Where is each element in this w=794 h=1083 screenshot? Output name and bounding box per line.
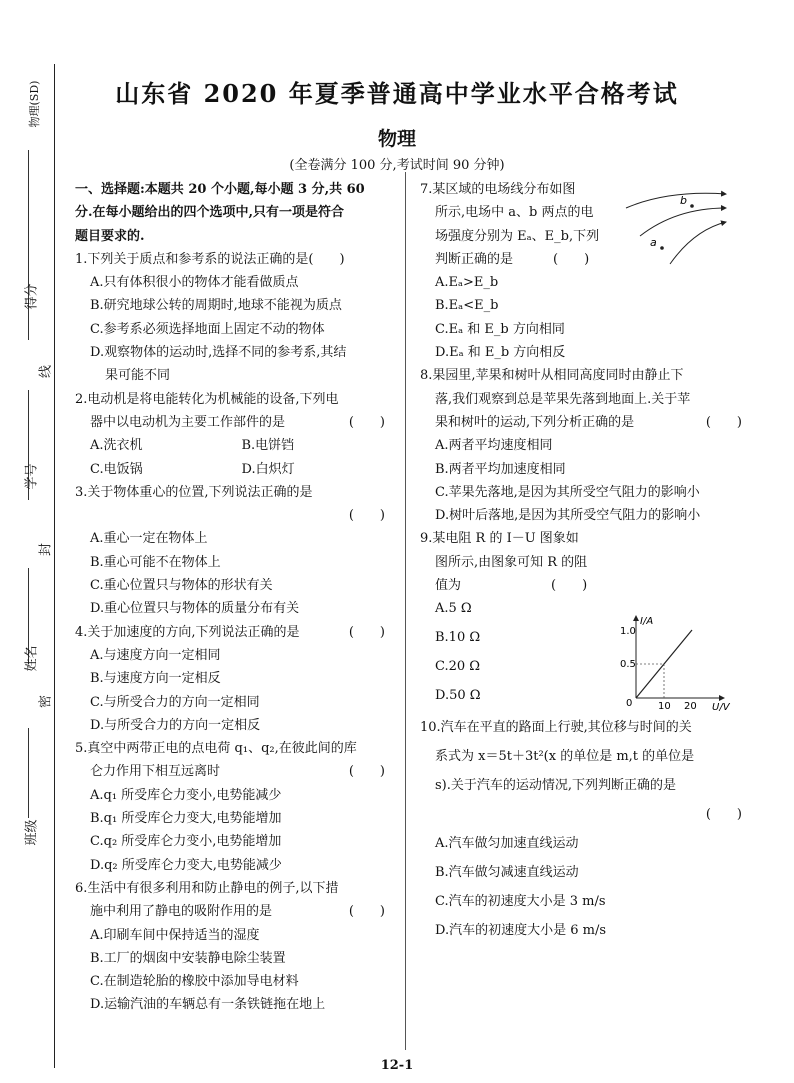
class-label: 班级 (24, 819, 40, 846)
question-text: 器中以电动机为主要工作部件的是 (90, 414, 286, 430)
option: D.与所受合力的方向一定相反 (90, 717, 261, 733)
option: A.重心一定在物体上 (90, 531, 208, 547)
question-text: 4.关于加速度的方向,下列说法正确的是 (75, 624, 300, 640)
option: D.观察物体的运动时,选择不同的参考系,其结 (90, 345, 347, 361)
column-divider (405, 172, 406, 1050)
question-4 (75, 621, 393, 644)
option: C.电饭锅 (90, 461, 143, 477)
name-label: 姓名 (24, 645, 40, 672)
option: D.白炽灯 (241, 461, 295, 477)
option: B.两者平均加速度相同 (435, 461, 566, 477)
answer-paren: ( ) (348, 764, 385, 780)
option: D.重心位置只与物体的质量分布有关 (90, 601, 300, 617)
option: B.10 Ω (435, 630, 481, 646)
student-id-label: 学号 (24, 463, 40, 490)
option: D.汽车的初速度大小是 6 m/s (435, 923, 607, 939)
answer-paren: ( ) (348, 414, 385, 430)
question-10: 10.汽车在平直的路面上行驶,其位移与时间的关 (420, 720, 692, 736)
question-9: 9.某电阻 R 的 I－U 图象如 (420, 531, 579, 547)
option: C.Eₐ 和 E_b 方向相同 (435, 321, 565, 337)
option: B.Eₐ<E_b (435, 298, 499, 314)
question-6: 6.生活中有很多利用和防止静电的例子,以下措 (75, 880, 339, 896)
question-text: 施中利用了静电的吸附作用的是 (90, 904, 273, 920)
question-text: 果和树叶的运动,下列分析正确的是 (435, 414, 635, 430)
binding-line (54, 64, 55, 1068)
y-tick: 1.0 (620, 626, 636, 637)
question-9-cont: 图所示,由图象可知 R 的阻 (435, 554, 588, 570)
question-9-cont (420, 574, 750, 597)
option: A.汽车做匀加速直线运动 (435, 836, 579, 852)
option: B.q₁ 所受库仑力变大,电势能增加 (90, 811, 282, 827)
answer-paren: ( ) (348, 624, 385, 640)
option: A.与速度方向一定相同 (90, 647, 221, 663)
option: C.与所受合力的方向一定相同 (90, 694, 260, 710)
point-a (660, 246, 664, 250)
answer-row (75, 504, 393, 527)
option: C.q₂ 所受库仑力变小,电势能增加 (90, 834, 282, 850)
x-axis-label: U/V (712, 702, 730, 712)
option: B.电饼铛 (241, 438, 295, 454)
field-line (640, 208, 726, 236)
option: D.树叶后落地,是因为其所受空气阻力的影响小 (435, 508, 701, 524)
option: A.q₁ 所受库仑力变小,电势能减少 (90, 787, 282, 803)
origin-label: 0 (626, 698, 633, 709)
seal-char: 封 (38, 543, 54, 557)
option: B.工厂的烟囱中安装静电除尘装置 (90, 950, 286, 966)
option: A.洗衣机 (90, 438, 143, 454)
line-char: 线 (38, 365, 54, 379)
question-10-cont: s).关于汽车的运动情况,下列判断正确的是 (435, 778, 677, 794)
option: D.运输汽油的车辆总有一条铁链拖在地上 (90, 997, 326, 1013)
option-row (75, 434, 393, 457)
score-blank-line (28, 150, 29, 340)
option: A.5 Ω (435, 601, 472, 617)
question-5-cont (75, 760, 393, 783)
secret-char: 密 (38, 695, 54, 709)
electric-field-figure (618, 178, 738, 268)
answer-paren: ( ) (348, 508, 385, 524)
option: B.汽车做匀减速直线运动 (435, 865, 579, 881)
paper-code: 物理(SD) (28, 80, 41, 128)
answer-paren: ( ) (705, 807, 742, 823)
label-a: a (650, 236, 657, 249)
answer-paren: ( ) (551, 578, 588, 594)
field-line (626, 193, 726, 208)
subject-title: 物理 (377, 128, 416, 150)
question-5: 5.真空中两带正电的点电荷 q₁、q₂,在彼此间的库 (75, 741, 357, 757)
option: D.50 Ω (435, 688, 481, 704)
option: C.汽车的初速度大小是 3 m/s (435, 894, 606, 910)
option: A.Eₐ>E_b (435, 275, 499, 291)
option: B.与速度方向一定相反 (90, 671, 221, 687)
question-3: 3.关于物体重心的位置,下列说法正确的是 (75, 484, 313, 500)
section-heading: 一、选择题:本题共 20 个小题,每小题 3 分,共 60 (75, 182, 365, 197)
option-row (75, 458, 393, 481)
exam-info: (全卷满分 100 分,考试时间 90 分钟) (289, 158, 505, 173)
question-2-cont (75, 411, 393, 434)
option: A.两者平均速度相同 (435, 438, 553, 454)
question-7: 7.某区域的电场线分布如图 (420, 182, 576, 197)
question-text: 仑力作用下相互远离时 (90, 764, 221, 780)
question-8: 8.果园里,苹果和树叶从相同高度同时由静止下 (420, 368, 684, 384)
option: C.重心位置只与物体的形状有关 (90, 578, 273, 594)
x-tick: 20 (684, 701, 697, 712)
option: C.在制造轮胎的橡胶中添加导电材料 (90, 974, 299, 990)
label-b: b (680, 194, 687, 207)
option: C.苹果先落地,是因为其所受空气阻力的影响小 (435, 484, 700, 500)
y-axis-label: I/A (640, 616, 654, 627)
exam-title: 山东省 2020 年夏季普通高中学业水平合格考试 (115, 79, 679, 108)
y-tick: 0.5 (620, 659, 636, 670)
question-2: 2.电动机是将电能转化为机械能的设备,下列电 (75, 391, 339, 407)
option: B.研究地球公转的周期时,地球不能视为质点 (90, 298, 342, 314)
page-number: 12-1 (380, 1058, 414, 1073)
option: D.Eₐ 和 E_b 方向相反 (435, 345, 566, 361)
question-1: 1.下列关于质点和参考系的说法正确的是( ) (75, 251, 345, 267)
answer-paren: ( ) (553, 251, 590, 267)
iu-graph-figure (620, 612, 740, 712)
question-7-cont: 场强度分别为 Eₐ、E_b,下列 (435, 228, 600, 244)
question-8-cont (420, 411, 750, 434)
score-label: 得分 (24, 283, 40, 310)
option: C.20 Ω (435, 659, 481, 675)
option: A.只有体积很小的物体才能看做质点 (90, 275, 299, 291)
class-blank-line (28, 728, 29, 818)
option: A.印刷车间中保持适当的湿度 (90, 927, 260, 943)
question-6-cont (75, 900, 393, 923)
point-b (690, 204, 694, 208)
answer-row (420, 800, 750, 829)
question-7-cont: 所示,电场中 a、b 两点的电 (435, 205, 594, 221)
right-column (420, 178, 750, 945)
question-text: 判断正确的是 (435, 251, 514, 267)
field-line (670, 222, 726, 264)
left-column (75, 178, 393, 1017)
section-heading: 题目要求的. (75, 228, 145, 244)
option-cont: 果可能不同 (105, 368, 171, 384)
option: D.q₂ 所受库仑力变大,电势能减少 (90, 857, 282, 873)
option: C.参考系必须选择地面上固定不动的物体 (90, 321, 325, 337)
x-tick: 10 (658, 701, 671, 712)
question-8-cont: 落,我们观察到总是苹果先落到地面上.关于苹 (435, 391, 691, 407)
answer-paren: ( ) (348, 904, 385, 920)
option: B.重心可能不在物体上 (90, 554, 221, 570)
answer-paren: ( ) (705, 414, 742, 430)
question-10-cont: 系式为 x＝5t＋3t²(x 的单位是 m,t 的单位是 (435, 749, 695, 765)
section-heading: 分.在每小题给出的四个选项中,只有一项是符合 (75, 205, 345, 221)
question-text: 值为 (435, 578, 462, 594)
